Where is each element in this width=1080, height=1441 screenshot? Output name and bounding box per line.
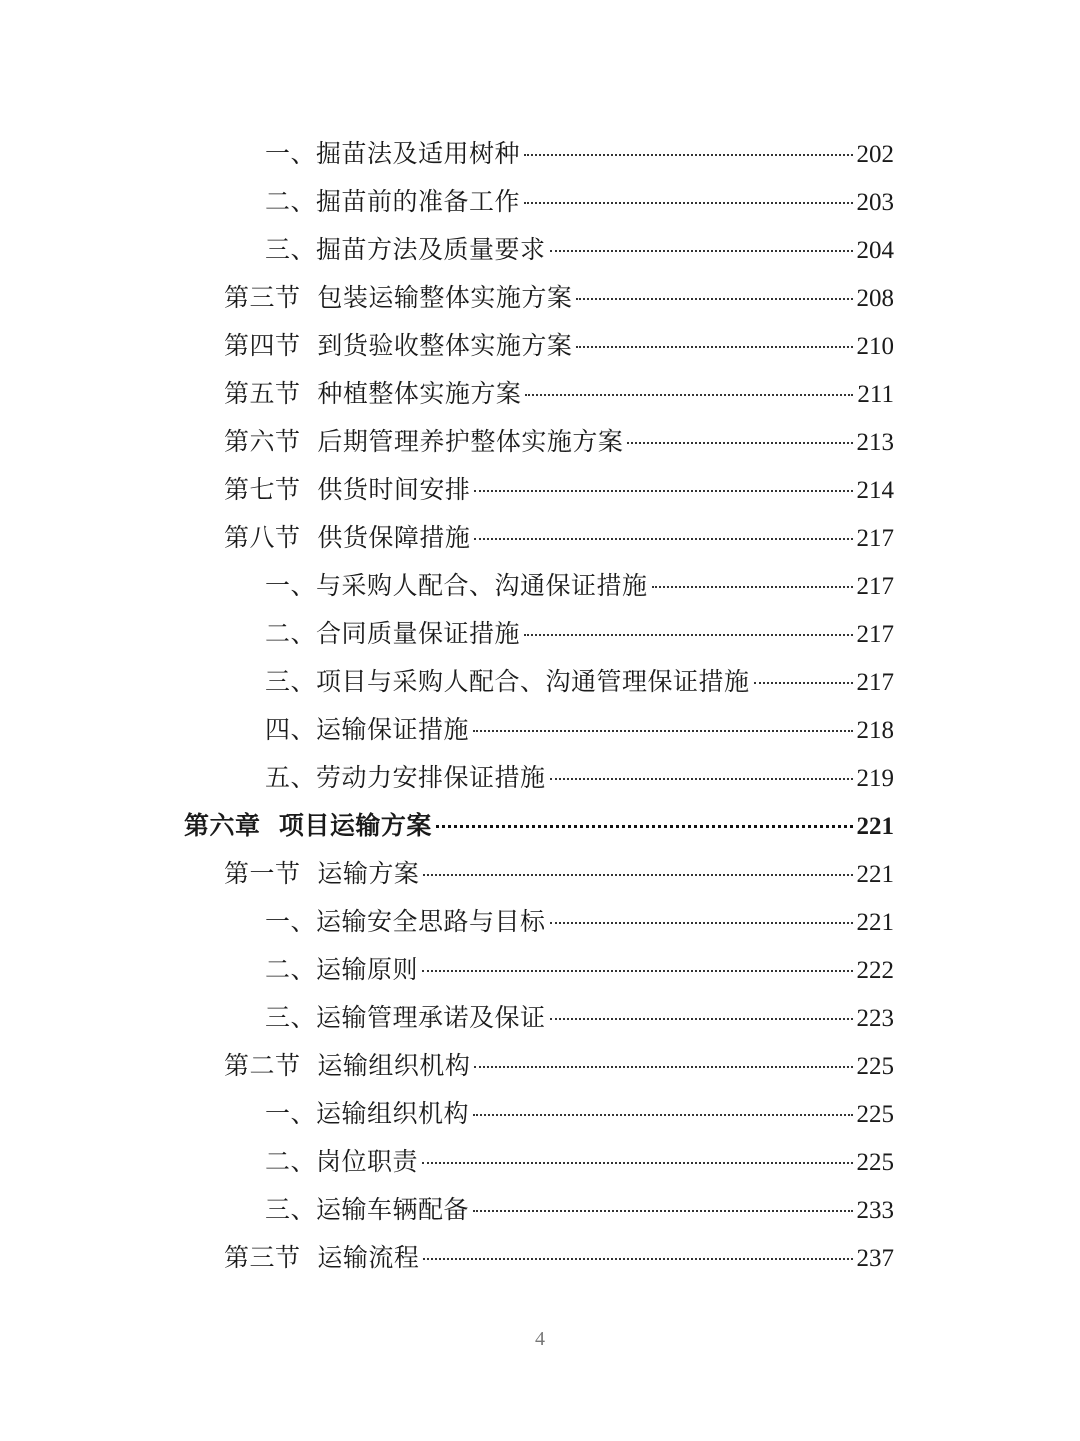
toc-entry-page-number: 217 (856, 669, 894, 696)
toc-subsection-entry[interactable] (0, 224, 1080, 272)
toc-subsection-entry[interactable] (0, 752, 1080, 800)
toc-entry-inner (265, 1142, 1080, 1178)
toc-entry-title: 第一节 运输方案 (224, 859, 420, 888)
toc-dot-leader (550, 250, 853, 252)
toc-entry-title: 三、掘苗方法及质量要求 (265, 235, 546, 264)
toc-entry-title: 第五节 种植整体实施方案 (224, 379, 522, 408)
toc-entry-page-number: 225 (856, 1053, 894, 1080)
toc-entry-title: 四、运输保证措施 (265, 715, 470, 744)
toc-entry-title: 二、掘苗前的准备工作 (265, 187, 521, 216)
toc-entry-inner (224, 518, 1080, 554)
toc-entry-inner (224, 1046, 1080, 1082)
toc-dot-leader (474, 1066, 852, 1068)
toc-entry-inner (265, 1190, 1080, 1226)
toc-entry-page-number: 217 (856, 573, 894, 600)
toc-entry-title: 第六节 后期管理养护整体实施方案 (224, 427, 624, 456)
toc-subsection-entry[interactable] (0, 656, 1080, 704)
toc-dot-leader (627, 442, 852, 444)
toc-dot-leader (423, 1258, 852, 1260)
toc-entry-inner (224, 326, 1080, 362)
toc-section-entry[interactable] (0, 320, 1080, 368)
toc-entry-page-number: 237 (856, 1245, 894, 1272)
toc-entry-inner (265, 566, 1080, 602)
toc-dot-leader (525, 394, 853, 396)
toc-section-entry[interactable] (0, 464, 1080, 512)
toc-subsection-entry[interactable] (0, 608, 1080, 656)
toc-section-entry[interactable] (0, 1232, 1080, 1280)
toc-entry-page-number: 225 (856, 1149, 894, 1176)
toc-entry-page-number: 204 (856, 237, 894, 264)
toc-dot-leader (576, 298, 852, 300)
toc-entry-title: 三、运输管理承诺及保证 (265, 1003, 546, 1032)
toc-entry-page-number: 218 (856, 717, 894, 744)
toc-entry-inner (265, 1094, 1080, 1130)
toc-entry-page-number: 222 (856, 957, 894, 984)
toc-entry-title: 三、运输车辆配备 (265, 1195, 470, 1224)
toc-subsection-entry[interactable] (0, 704, 1080, 752)
toc-entry-title: 一、掘苗法及适用树种 (265, 139, 521, 168)
toc-entry-title: 一、运输组织机构 (265, 1099, 470, 1128)
toc-dot-leader (754, 682, 853, 684)
toc-entry-page-number: 221 (856, 909, 894, 936)
toc-entry-title: 第六章 项目运输方案 (184, 811, 432, 840)
toc-subsection-entry[interactable] (0, 944, 1080, 992)
toc-entry-page-number: 208 (856, 285, 894, 312)
toc-dot-leader (473, 1114, 852, 1116)
toc-entry-page-number: 225 (856, 1101, 894, 1128)
toc-dot-leader (423, 874, 852, 876)
toc-subsection-entry[interactable] (0, 896, 1080, 944)
toc-dot-leader (550, 778, 853, 780)
toc-entry-title: 二、合同质量保证措施 (265, 619, 521, 648)
toc-dot-leader (473, 1210, 852, 1212)
toc-dot-leader (422, 1162, 852, 1164)
toc-entry-inner (265, 614, 1080, 650)
toc-entry-page-number: 214 (856, 477, 894, 504)
toc-subsection-entry[interactable] (0, 1184, 1080, 1232)
toc-subsection-entry[interactable] (0, 560, 1080, 608)
toc-subsection-entry[interactable] (0, 176, 1080, 224)
toc-entry-title: 第四节 到货验收整体实施方案 (224, 331, 573, 360)
toc-entry-page-number: 221 (856, 861, 894, 888)
toc-subsection-entry[interactable] (0, 1088, 1080, 1136)
toc-entry-inner (224, 278, 1080, 314)
toc-entry-title: 一、与采购人配合、沟通保证措施 (265, 571, 648, 600)
table-of-contents (0, 128, 1080, 1280)
toc-section-entry[interactable] (0, 272, 1080, 320)
toc-entry-inner (265, 950, 1080, 986)
toc-entry-page-number: 233 (856, 1197, 894, 1224)
toc-section-entry[interactable] (0, 368, 1080, 416)
toc-entry-page-number: 223 (856, 1005, 894, 1032)
toc-entry-inner (224, 470, 1080, 506)
toc-entry-page-number: 221 (856, 813, 894, 840)
toc-entry-inner (265, 902, 1080, 938)
toc-chapter-entry[interactable] (0, 800, 1080, 848)
toc-entry-title: 第七节 供货时间安排 (224, 475, 471, 504)
toc-dot-leader (422, 970, 852, 972)
toc-entry-title: 第八节 供货保障措施 (224, 523, 471, 552)
toc-subsection-entry[interactable] (0, 1136, 1080, 1184)
toc-dot-leader (436, 825, 853, 828)
toc-entry-title: 五、劳动力安排保证措施 (265, 763, 546, 792)
toc-dot-leader (473, 730, 852, 732)
toc-dot-leader (550, 1018, 853, 1020)
toc-entry-inner (265, 230, 1080, 266)
toc-entry-page-number: 213 (856, 429, 894, 456)
page-number: 4 (535, 1328, 545, 1350)
toc-entry-inner (265, 998, 1080, 1034)
toc-entry-page-number: 219 (856, 765, 894, 792)
toc-entry-page-number: 217 (856, 525, 894, 552)
toc-entry-title: 第三节 运输流程 (224, 1243, 420, 1272)
toc-entry-page-number: 210 (856, 333, 894, 360)
toc-entry-title: 二、岗位职责 (265, 1147, 419, 1176)
toc-entry-inner (265, 134, 1080, 170)
toc-dot-leader (474, 538, 852, 540)
toc-entry-inner (265, 758, 1080, 794)
toc-entry-page-number: 203 (856, 189, 894, 216)
toc-entry-title: 二、运输原则 (265, 955, 419, 984)
toc-entry-page-number: 217 (856, 621, 894, 648)
toc-dot-leader (652, 586, 853, 588)
toc-dot-leader (550, 922, 853, 924)
toc-entry-title: 第三节 包装运输整体实施方案 (224, 283, 573, 312)
toc-subsection-entry[interactable] (0, 992, 1080, 1040)
toc-dot-leader (524, 154, 852, 156)
toc-section-entry[interactable] (0, 1040, 1080, 1088)
toc-section-entry[interactable] (0, 512, 1080, 560)
toc-entry-page-number: 211 (857, 381, 894, 408)
toc-entry-title: 一、运输安全思路与目标 (265, 907, 546, 936)
toc-entry-inner (265, 662, 1080, 698)
toc-entry-inner (265, 182, 1080, 218)
toc-dot-leader (576, 346, 852, 348)
toc-entry-inner (184, 806, 1080, 842)
toc-entry-title: 第二节 运输组织机构 (224, 1051, 471, 1080)
toc-entry-page-number: 202 (856, 141, 894, 168)
toc-entry-inner (265, 710, 1080, 746)
toc-entry-inner (224, 374, 1080, 410)
toc-entry-inner (224, 422, 1080, 458)
toc-section-entry[interactable] (0, 848, 1080, 896)
toc-dot-leader (474, 490, 852, 492)
toc-dot-leader (524, 634, 852, 636)
toc-dot-leader (524, 202, 852, 204)
toc-entry-inner (224, 1238, 1080, 1274)
toc-subsection-entry[interactable] (0, 128, 1080, 176)
toc-section-entry[interactable] (0, 416, 1080, 464)
toc-entry-inner (224, 854, 1080, 890)
toc-entry-title: 三、项目与采购人配合、沟通管理保证措施 (265, 667, 750, 696)
